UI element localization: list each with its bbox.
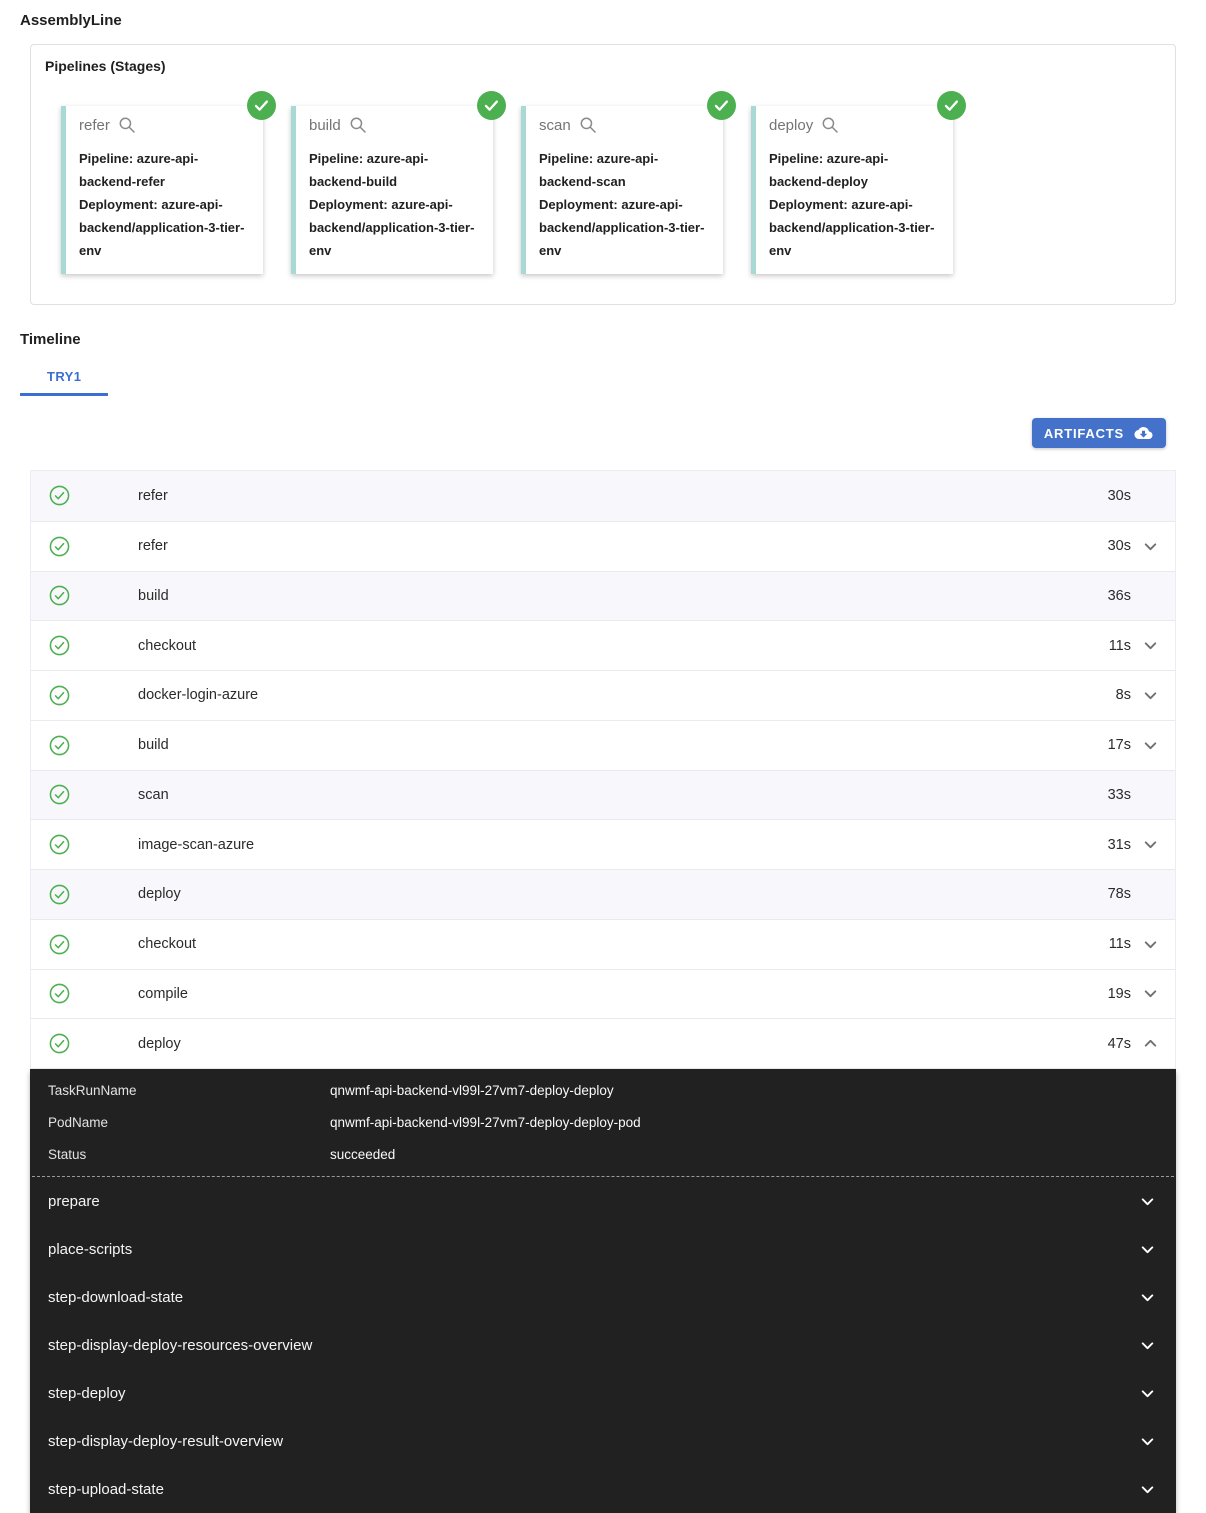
step-duration: 19s xyxy=(1107,985,1131,1002)
success-check-icon xyxy=(49,685,70,706)
success-check-icon xyxy=(49,884,70,905)
detail-value: succeeded xyxy=(330,1146,396,1162)
stage-pipeline-text: Pipeline: azure-api-backend-deploy xyxy=(769,151,889,189)
stage-name: build xyxy=(309,116,341,134)
step-name: image-scan-azure xyxy=(138,836,255,853)
step-duration: 33s xyxy=(1107,786,1131,803)
stage-name: scan xyxy=(539,116,571,134)
pipeline-stage-card[interactable] xyxy=(521,106,723,274)
search-icon[interactable] xyxy=(821,116,839,134)
timeline-row[interactable] xyxy=(31,620,1175,670)
timeline-row[interactable] xyxy=(31,869,1175,919)
step-name: checkout xyxy=(138,637,197,654)
step-duration: 17s xyxy=(1107,737,1131,754)
chevron-down-icon[interactable] xyxy=(1139,1193,1156,1210)
success-check-icon xyxy=(49,536,70,557)
cloud-download-icon xyxy=(1133,424,1154,442)
step-duration: 30s xyxy=(1107,487,1131,504)
timeline-row[interactable] xyxy=(31,819,1175,869)
step-duration: 11s xyxy=(1108,637,1131,654)
success-check-icon xyxy=(49,784,70,805)
stage-deployment-text: Deployment: azure-api-backend/application-3-tier-env xyxy=(539,197,705,258)
chevron-down-icon[interactable] xyxy=(1142,737,1159,754)
pipeline-stage-card[interactable] xyxy=(61,106,263,274)
detail-key: Status xyxy=(48,1146,87,1162)
success-check-icon xyxy=(49,1033,70,1054)
pipelines-stages-heading: Pipelines (Stages) xyxy=(45,58,166,74)
pod-step-name: place-scripts xyxy=(48,1240,133,1258)
timeline-row[interactable] xyxy=(31,471,1175,521)
timeline-tabs xyxy=(20,360,1206,396)
taskrun-details-panel xyxy=(30,1069,1176,1513)
detail-value: qnwmf-api-backend-vl99l-27vm7-deploy-deploy xyxy=(330,1082,614,1098)
pod-step-name: step-deploy xyxy=(48,1384,126,1402)
stage-pipeline-text: Pipeline: azure-api-backend-scan xyxy=(539,151,659,189)
chevron-down-icon[interactable] xyxy=(1142,687,1159,704)
step-duration: 30s xyxy=(1107,538,1131,555)
stage-name: refer xyxy=(79,116,110,134)
stage-name: deploy xyxy=(769,116,814,134)
success-check-icon xyxy=(49,635,70,656)
chevron-down-icon[interactable] xyxy=(1142,936,1159,953)
success-check-icon xyxy=(49,934,70,955)
chevron-down-icon[interactable] xyxy=(1139,1289,1156,1306)
pod-step-row[interactable] xyxy=(30,1177,1176,1225)
success-check-icon xyxy=(49,834,70,855)
search-icon[interactable] xyxy=(579,116,597,134)
chevron-down-icon[interactable] xyxy=(1142,637,1159,654)
step-name: build xyxy=(138,737,169,754)
timeline-row[interactable] xyxy=(31,720,1175,770)
detail-field-row xyxy=(30,1138,1176,1170)
success-check-icon xyxy=(49,585,70,606)
step-name: scan xyxy=(138,786,169,803)
chevron-down-icon[interactable] xyxy=(1139,1337,1156,1354)
chevron-down-icon[interactable] xyxy=(1142,836,1159,853)
step-duration: 78s xyxy=(1107,886,1131,903)
step-name: compile xyxy=(138,985,188,1002)
pod-step-name: step-download-state xyxy=(48,1288,184,1306)
step-name: deploy xyxy=(138,886,181,903)
stage-success-badge-icon xyxy=(707,91,736,120)
detail-value: qnwmf-api-backend-vl99l-27vm7-deploy-deploy-pod xyxy=(330,1114,641,1130)
detail-key: TaskRunName xyxy=(48,1082,137,1098)
step-name: docker-login-azure xyxy=(138,687,259,704)
chevron-down-icon[interactable] xyxy=(1139,1481,1156,1498)
step-duration: 11s xyxy=(1108,936,1131,953)
step-name: refer xyxy=(138,487,168,504)
success-check-icon xyxy=(49,485,70,506)
pod-step-name: step-display-deploy-result-overview xyxy=(48,1432,284,1450)
pod-step-row[interactable] xyxy=(30,1225,1176,1273)
stage-details xyxy=(79,147,249,262)
success-check-icon xyxy=(49,735,70,756)
pod-step-row[interactable] xyxy=(30,1321,1176,1369)
artifacts-button-label: ARTIFACTS xyxy=(1043,425,1124,441)
step-name: build xyxy=(138,587,169,604)
chevron-down-icon[interactable] xyxy=(1139,1241,1156,1258)
page-title: AssemblyLine xyxy=(20,12,122,29)
stage-deployment-text: Deployment: azure-api-backend/application-3-tier-env xyxy=(769,197,935,258)
step-name: checkout xyxy=(138,936,197,953)
stage-success-badge-icon xyxy=(477,91,506,120)
artifacts-button[interactable] xyxy=(1032,418,1166,448)
chevron-down-icon[interactable] xyxy=(1139,1433,1156,1450)
detail-field-row xyxy=(30,1074,1176,1106)
timeline-row[interactable] xyxy=(31,969,1175,1019)
pod-step-row[interactable] xyxy=(30,1273,1176,1321)
pod-step-name: step-display-deploy-resources-overview xyxy=(48,1336,313,1354)
step-duration: 47s xyxy=(1107,1035,1131,1052)
stage-details xyxy=(539,147,709,262)
detail-key: PodName xyxy=(48,1114,109,1130)
stage-cards-row xyxy=(45,106,1161,274)
pod-step-name: prepare xyxy=(48,1192,100,1210)
pod-step-name: step-upload-state xyxy=(48,1480,164,1498)
success-check-icon xyxy=(49,983,70,1004)
chevron-down-icon[interactable] xyxy=(1142,538,1159,555)
timeline-row[interactable] xyxy=(31,521,1175,571)
step-duration: 36s xyxy=(1107,587,1131,604)
pod-step-row[interactable] xyxy=(30,1465,1176,1513)
stage-pipeline-text: Pipeline: azure-api-backend-build xyxy=(309,151,429,189)
stage-details xyxy=(769,147,939,262)
detail-field-row xyxy=(30,1106,1176,1138)
pod-step-row[interactable] xyxy=(30,1417,1176,1465)
timeline-row[interactable] xyxy=(31,919,1175,969)
pipeline-stage-card[interactable] xyxy=(291,106,493,274)
stage-details xyxy=(309,147,479,262)
stage-deployment-text: Deployment: azure-api-backend/application-3-tier-env xyxy=(309,197,475,258)
timeline-row[interactable] xyxy=(31,770,1175,820)
chevron-down-icon[interactable] xyxy=(1142,985,1159,1002)
pod-step-row[interactable] xyxy=(30,1369,1176,1417)
chevron-up-icon[interactable] xyxy=(1142,1035,1159,1052)
search-icon[interactable] xyxy=(349,116,367,134)
timeline-steps-table xyxy=(30,470,1176,1069)
search-icon[interactable] xyxy=(118,116,136,134)
step-name: deploy xyxy=(138,1035,181,1052)
stage-pipeline-text: Pipeline: azure-api-backend-refer xyxy=(79,151,199,189)
pipelines-stages-panel xyxy=(30,44,1176,305)
tab-try1[interactable]: TRY1 xyxy=(20,360,108,396)
timeline-row[interactable] xyxy=(31,670,1175,720)
stage-success-badge-icon xyxy=(247,91,276,120)
timeline-heading: Timeline xyxy=(20,331,81,348)
timeline-row[interactable] xyxy=(31,571,1175,621)
step-duration: 31s xyxy=(1107,836,1131,853)
stage-success-badge-icon xyxy=(937,91,966,120)
timeline-row[interactable] xyxy=(31,1018,1175,1068)
chevron-down-icon[interactable] xyxy=(1139,1385,1156,1402)
step-duration: 8s xyxy=(1115,687,1131,704)
stage-deployment-text: Deployment: azure-api-backend/application-3-tier-env xyxy=(79,197,245,258)
pipeline-stage-card[interactable] xyxy=(751,106,953,274)
step-name: refer xyxy=(138,538,168,555)
